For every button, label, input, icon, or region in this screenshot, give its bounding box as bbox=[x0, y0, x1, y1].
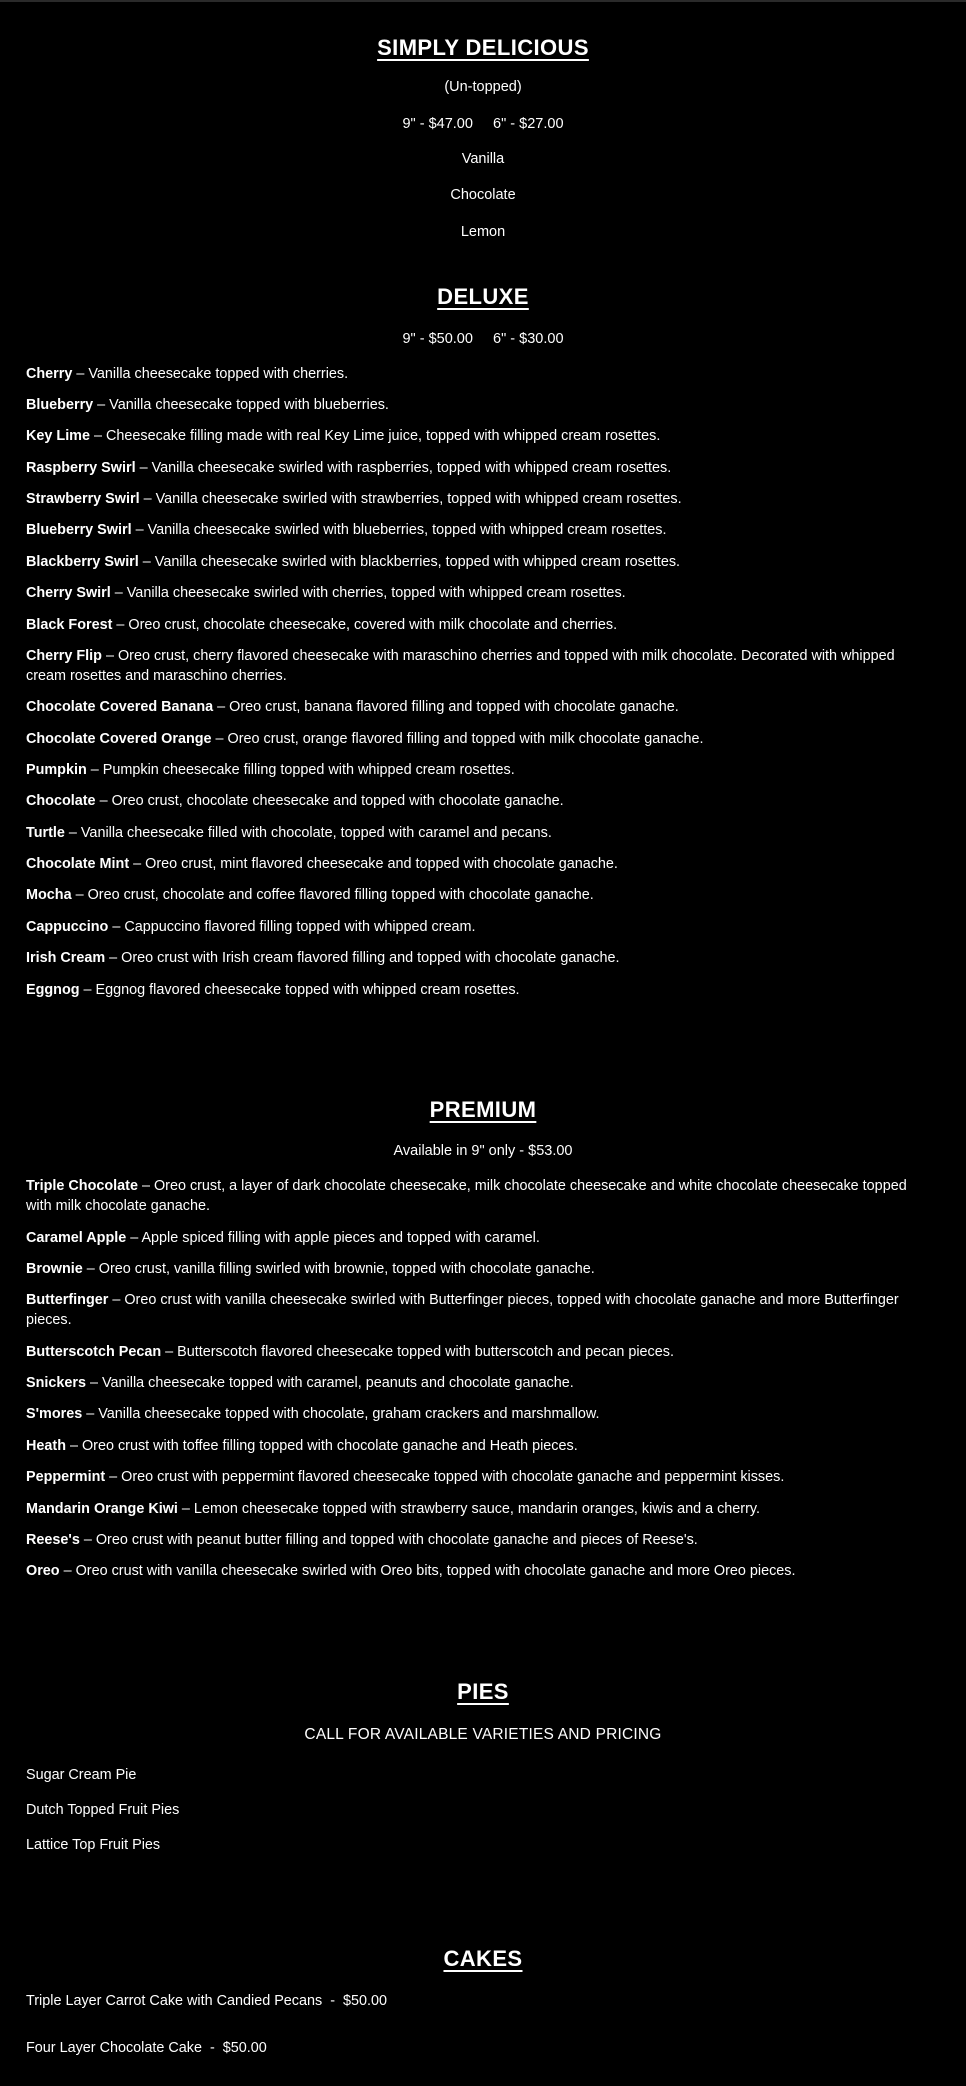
menu-item-desc: – Oreo crust, orange flavored filling and topped with milk chocolate ganache. bbox=[211, 730, 704, 747]
section-title-cakes: CAKES bbox=[443, 1945, 523, 1971]
simply-delicious-price-line: 9" - $47.00 6" - $27.00 bbox=[402, 115, 564, 132]
section-premium bbox=[26, 1056, 940, 1582]
menu-item bbox=[26, 886, 940, 906]
menu-item bbox=[26, 1374, 940, 1394]
section-title-premium: PREMIUM bbox=[429, 1096, 537, 1122]
menu-item-name: Cherry Swirl bbox=[26, 585, 111, 602]
menu-item bbox=[26, 1405, 940, 1425]
menu-item-desc: – Oreo crust, chocolate cheesecake, covered with milk chocolate and cherries. bbox=[112, 616, 618, 633]
section-title-simply-delicious: SIMPLY DELICIOUS bbox=[377, 35, 589, 60]
menu-item bbox=[26, 981, 940, 1001]
menu-item-name: Triple Chocolate bbox=[26, 1178, 138, 1195]
menu-item-desc: – Vanilla cheesecake topped with cherries. bbox=[72, 365, 349, 382]
section-title-deluxe: DELUXE bbox=[437, 284, 529, 310]
cakes-item-list bbox=[26, 1972, 940, 2059]
menu-item-desc: – Oreo crust, a layer of dark chocolate cheesecake, milk chocolate cheesecake and white chocolate cheesecake topped with milk chocolate ganache. bbox=[26, 1178, 907, 1215]
deluxe-item-list bbox=[26, 347, 940, 1001]
menu-item-name: Pumpkin bbox=[26, 761, 87, 778]
menu-item-desc: – Butterscotch flavored cheesecake topped with butterscotch and pecan pieces. bbox=[165, 1343, 674, 1360]
menu-item-name: Eggnog bbox=[26, 981, 80, 998]
menu-item-name: Raspberry Swirl bbox=[26, 459, 136, 476]
menu-item bbox=[26, 647, 940, 687]
menu-item-name: Chocolate Covered Orange bbox=[26, 730, 212, 747]
menu-item-desc: – Vanilla cheesecake topped with blueberries. bbox=[93, 396, 389, 413]
menu-item-name: Brownie bbox=[26, 1261, 83, 1278]
menu-item-name: Cherry Flip bbox=[26, 647, 102, 664]
menu-item-desc: – Oreo crust with peanut butter filling and topped with chocolate ganache and pieces of Reese's. bbox=[79, 1531, 698, 1548]
menu-item-name: S'mores bbox=[26, 1406, 83, 1423]
cake-item: Triple Layer Carrot Cake with Candied Pecans - $50.00 bbox=[26, 1993, 388, 2010]
menu-item bbox=[26, 1229, 940, 1249]
menu-item-desc: – Lemon cheesecake topped with strawberry sauce, mandarin oranges, kiwis and a cherry. bbox=[177, 1500, 760, 1517]
menu-item-desc: – Vanilla cheesecake swirled with cherries, topped with whipped cream rosettes. bbox=[110, 585, 626, 602]
menu-item-desc: – Cheesecake filling made with real Key Lime juice, topped with whipped cream rosettes. bbox=[90, 428, 661, 445]
section-spacer bbox=[26, 1871, 940, 1905]
menu-item-desc: – Vanilla cheesecake filled with chocolate, topped with caramel and pecans. bbox=[64, 824, 552, 841]
menu-item-name: Caramel Apple bbox=[26, 1229, 127, 1246]
premium-price-line: Available in 9" only - $53.00 bbox=[393, 1143, 573, 1160]
menu-item-desc: – Oreo crust with vanilla cheesecake swirled with Butterfinger pieces, topped with chocolate ganache and more Butterfinger pieces. bbox=[26, 1292, 899, 1329]
menu-item bbox=[26, 396, 940, 416]
menu-item-name: Oreo bbox=[26, 1563, 60, 1580]
pie-item: Lattice Top Fruit Pies bbox=[26, 1836, 161, 1853]
menu-item-desc: – Apple spiced filling with apple pieces and topped with caramel. bbox=[126, 1229, 540, 1246]
menu-item-desc: – Oreo crust with Irish cream flavored filling and topped with chocolate ganache. bbox=[105, 950, 620, 967]
menu-item-desc: – Vanilla cheesecake swirled with raspberries, topped with whipped cream rosettes. bbox=[135, 459, 672, 476]
menu-item-desc: – Oreo crust with toffee filling topped with chocolate ganache and Heath pieces. bbox=[65, 1437, 578, 1454]
simply-delicious-flavor: Chocolate bbox=[450, 187, 516, 204]
menu-item bbox=[26, 616, 940, 636]
menu-item-desc: – Eggnog flavored cheesecake topped with whipped cream rosettes. bbox=[79, 981, 520, 998]
menu-item-desc: – Oreo crust with vanilla cheesecake swirled with Oreo bits, topped with chocolate ganache and more Oreo pieces. bbox=[59, 1563, 796, 1580]
cake-item: Four Layer Chocolate Cake - $50.00 bbox=[26, 2040, 267, 2057]
premium-item-list bbox=[26, 1159, 940, 1582]
menu-item-desc: – Pumpkin cheesecake filling topped with whipped cream rosettes. bbox=[86, 761, 515, 778]
menu-item bbox=[26, 698, 940, 718]
pie-item: Sugar Cream Pie bbox=[26, 1767, 137, 1784]
menu-item bbox=[26, 918, 940, 938]
menu-item-desc: – Oreo crust, chocolate and coffee flavored filling topped with chocolate ganache. bbox=[71, 887, 594, 904]
menu-item-desc: – Oreo crust, vanilla filling swirled with brownie, topped with chocolate ganache. bbox=[82, 1261, 595, 1278]
menu-item bbox=[26, 1291, 940, 1331]
menu-item-name: Chocolate Mint bbox=[26, 856, 130, 873]
menu-item-name: Mandarin Orange Kiwi bbox=[26, 1500, 178, 1517]
menu-item-name: Strawberry Swirl bbox=[26, 491, 140, 508]
menu-item-name: Irish Cream bbox=[26, 950, 106, 967]
section-simply-delicious bbox=[26, 2, 940, 241]
simply-delicious-flavor: Lemon bbox=[460, 223, 506, 240]
menu-item-name: Peppermint bbox=[26, 1469, 106, 1486]
menu-item-desc: – Oreo crust, banana flavored filling and topped with chocolate ganache. bbox=[213, 699, 679, 716]
section-spacer bbox=[26, 1594, 940, 1638]
section-deluxe bbox=[26, 241, 940, 1000]
pies-item-list bbox=[26, 1744, 940, 1856]
menu-item-name: Key Lime bbox=[26, 428, 90, 445]
menu-item bbox=[26, 427, 940, 447]
menu-item-desc: – Vanilla cheesecake topped with caramel, peanuts and chocolate ganache. bbox=[86, 1375, 574, 1392]
menu-item-name: Blueberry bbox=[26, 396, 94, 413]
menu-item bbox=[26, 949, 940, 969]
menu-item-desc: – Vanilla cheesecake swirled with blueberries, topped with whipped cream rosettes. bbox=[131, 522, 667, 539]
menu-item bbox=[26, 459, 940, 479]
menu-item bbox=[26, 365, 940, 385]
menu-item bbox=[26, 1531, 940, 1551]
section-title-pies: PIES bbox=[457, 1678, 509, 1704]
menu-item bbox=[26, 730, 940, 750]
menu-item-name: Reese's bbox=[26, 1531, 80, 1548]
menu-item-desc: – Vanilla cheesecake swirled with strawberries, topped with whipped cream rosettes. bbox=[139, 491, 682, 508]
menu-item-desc: – Oreo crust, cherry flavored cheesecake with maraschino cherries and topped with milk chocolate. Decorated with whipped cream rosettes and maraschino cherries. bbox=[26, 647, 895, 684]
menu-item bbox=[26, 1437, 940, 1457]
menu-item-name: Cappuccino bbox=[26, 918, 109, 935]
menu-item bbox=[26, 824, 940, 844]
section-cakes bbox=[26, 1905, 940, 2059]
deluxe-price-line: 9" - $50.00 6" - $30.00 bbox=[402, 330, 564, 347]
simply-delicious-subtitle: (Un-topped) bbox=[444, 78, 522, 95]
pie-item: Dutch Topped Fruit Pies bbox=[26, 1802, 180, 1819]
menu-item-desc: – Vanilla cheesecake swirled with blackberries, topped with whipped cream rosettes. bbox=[138, 553, 681, 570]
menu-item bbox=[26, 490, 940, 510]
menu-item-name: Butterfinger bbox=[26, 1292, 109, 1309]
simply-delicious-flavor: Vanilla bbox=[461, 150, 505, 167]
menu-item bbox=[26, 553, 940, 573]
menu-item-name: Butterscotch Pecan bbox=[26, 1343, 166, 1360]
menu-item-desc: – Oreo crust, mint flavored cheesecake and topped with chocolate ganache. bbox=[129, 856, 618, 873]
menu-item-desc: – Oreo crust, chocolate cheesecake and topped with chocolate ganache. bbox=[95, 793, 564, 810]
menu-item-name: Chocolate Covered Banana bbox=[26, 699, 214, 716]
menu-item-name: Black Forest bbox=[26, 616, 113, 633]
menu-item bbox=[26, 1260, 940, 1280]
menu-item bbox=[26, 1177, 940, 1217]
menu-item-desc: – Cappuccino flavored filling topped with whipped cream. bbox=[108, 918, 476, 935]
menu-item-desc: – Oreo crust with peppermint flavored cheesecake topped with chocolate ganache and peppermint kisses. bbox=[105, 1469, 785, 1486]
menu-item bbox=[26, 1343, 940, 1363]
menu-item-name: Heath bbox=[26, 1437, 66, 1454]
menu-item-desc: – Vanilla cheesecake topped with chocolate, graham crackers and marshmallow. bbox=[82, 1406, 600, 1423]
menu-item bbox=[26, 761, 940, 781]
menu-item-name: Chocolate bbox=[26, 793, 96, 810]
menu-item-name: Mocha bbox=[26, 887, 72, 904]
menu-item-name: Cherry bbox=[26, 365, 73, 382]
menu-item-name: Blackberry Swirl bbox=[26, 553, 139, 570]
menu-item bbox=[26, 792, 940, 812]
menu-item bbox=[26, 521, 940, 541]
menu-item bbox=[26, 855, 940, 875]
menu-item bbox=[26, 1468, 940, 1488]
menu-item bbox=[26, 1500, 940, 1520]
menu-item-name: Turtle bbox=[26, 824, 65, 841]
menu-item bbox=[26, 584, 940, 604]
pies-subtitle: CALL FOR AVAILABLE VARIETIES AND PRICING bbox=[304, 1726, 662, 1744]
menu-item-name: Snickers bbox=[26, 1375, 87, 1392]
menu-item-name: Blueberry Swirl bbox=[26, 522, 132, 539]
section-spacer bbox=[26, 1012, 940, 1056]
menu-item bbox=[26, 1562, 940, 1582]
section-pies bbox=[26, 1638, 940, 1856]
